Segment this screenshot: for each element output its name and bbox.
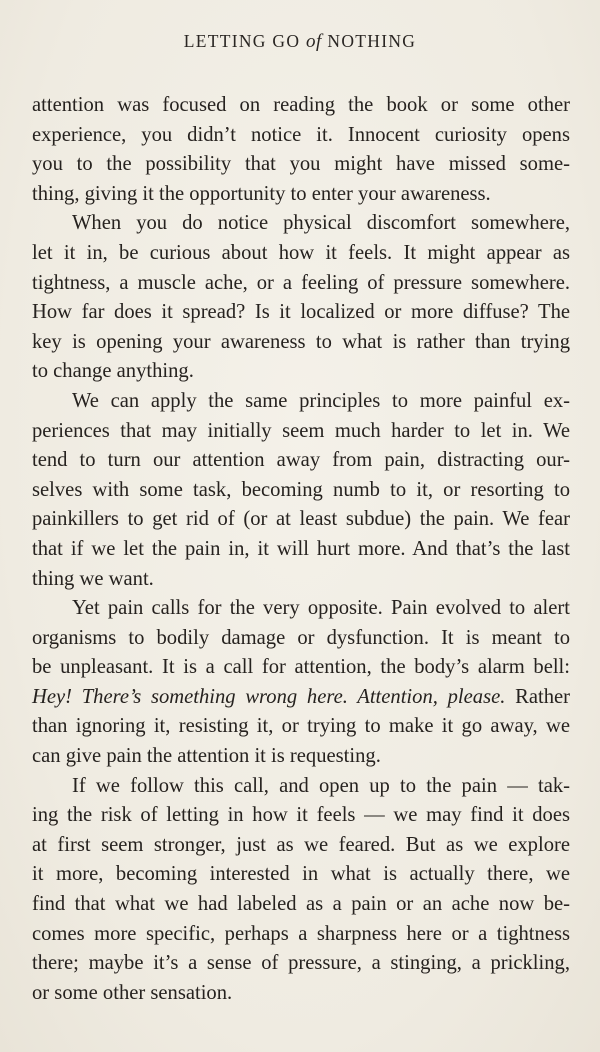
running-head	[0, 31, 600, 53]
text-line: organisms to bodily damage or dysfunction. It is meant to	[32, 626, 570, 649]
text-line: selves with some task, becoming numb to it, or resorting to	[32, 478, 570, 501]
text-line: Yet pain calls for the very opposite. Pain evolved to alert	[72, 597, 570, 620]
text-line: that if we let the pain in, it will hurt more. And that’s the last	[32, 537, 570, 560]
text-line: key is opening your awareness to what is rather than trying	[32, 330, 570, 353]
text-line: it more, becoming interested in what is actually there, we	[32, 863, 570, 886]
paragraph-5	[32, 772, 570, 1009]
text-line: tend to turn our attention away from pain, distracting our-	[32, 449, 570, 472]
text-line: to change anything.	[32, 360, 194, 383]
text-line: or some other sensation.	[32, 981, 233, 1004]
text-line: periences that may initially seem much harder to let in. We	[32, 419, 570, 442]
text-line: be unpleasant. It is a call for attention, the body’s alarm bell:	[32, 656, 570, 679]
text-line: ing the risk of letting in how it feels — we may find it does	[32, 804, 570, 827]
text-line: at first seem stronger, just as we feared. But as we explore	[32, 833, 570, 856]
text-line-rest: Rather	[505, 685, 570, 708]
text-line-with-emphasis	[32, 683, 570, 713]
running-head-title-part2: NOTHING	[327, 31, 417, 51]
text-line: you to the possibility that you might have missed some-	[32, 153, 570, 176]
text-line: How far does it spread? Is it localized or more diffuse? The	[32, 301, 570, 324]
text-line: than ignoring it, resisting it, or trying to make it go away, we	[32, 715, 570, 738]
emphasis-text: Hey! There’s something wrong here. Attention, please.	[32, 685, 506, 708]
body-text	[32, 91, 570, 1008]
text-line: painkillers to get rid of (or at least subdue) the pain. We fear	[32, 508, 570, 531]
text-line: We can apply the same principles to more painful ex-	[72, 389, 570, 412]
text-line: let it in, be curious about how it feels. It might appear as	[32, 241, 570, 264]
text-line: thing, giving it the opportunity to enter your awareness.	[32, 182, 491, 205]
text-line: When you do notice physical discomfort somewhere,	[72, 212, 570, 235]
paragraph-2	[32, 209, 570, 387]
text-line: attention was focused on reading the book or some other	[32, 94, 570, 116]
text-line: comes more specific, perhaps a sharpness here or a tightness	[32, 922, 570, 945]
text-line: thing we want.	[32, 567, 154, 590]
text-line: tightness, a muscle ache, or a feeling of pressure somewhere.	[32, 271, 570, 294]
paragraph-4	[32, 594, 570, 772]
text-line: there; maybe it’s a sense of pressure, a stinging, a prickling,	[32, 952, 570, 975]
paragraph-1	[32, 91, 570, 209]
running-head-of: of	[305, 31, 322, 52]
text-line: find that what we had labeled as a pain or an ache now be-	[32, 893, 570, 916]
paragraph-3	[32, 387, 570, 594]
text-line: can give pain the attention it is requesting.	[32, 745, 381, 768]
running-head-title-part1: LETTING GO	[183, 31, 301, 51]
text-line: If we follow this call, and open up to the pain — tak-	[72, 774, 570, 797]
text-line: experience, you didn’t notice it. Innocent curiosity opens	[32, 123, 570, 146]
